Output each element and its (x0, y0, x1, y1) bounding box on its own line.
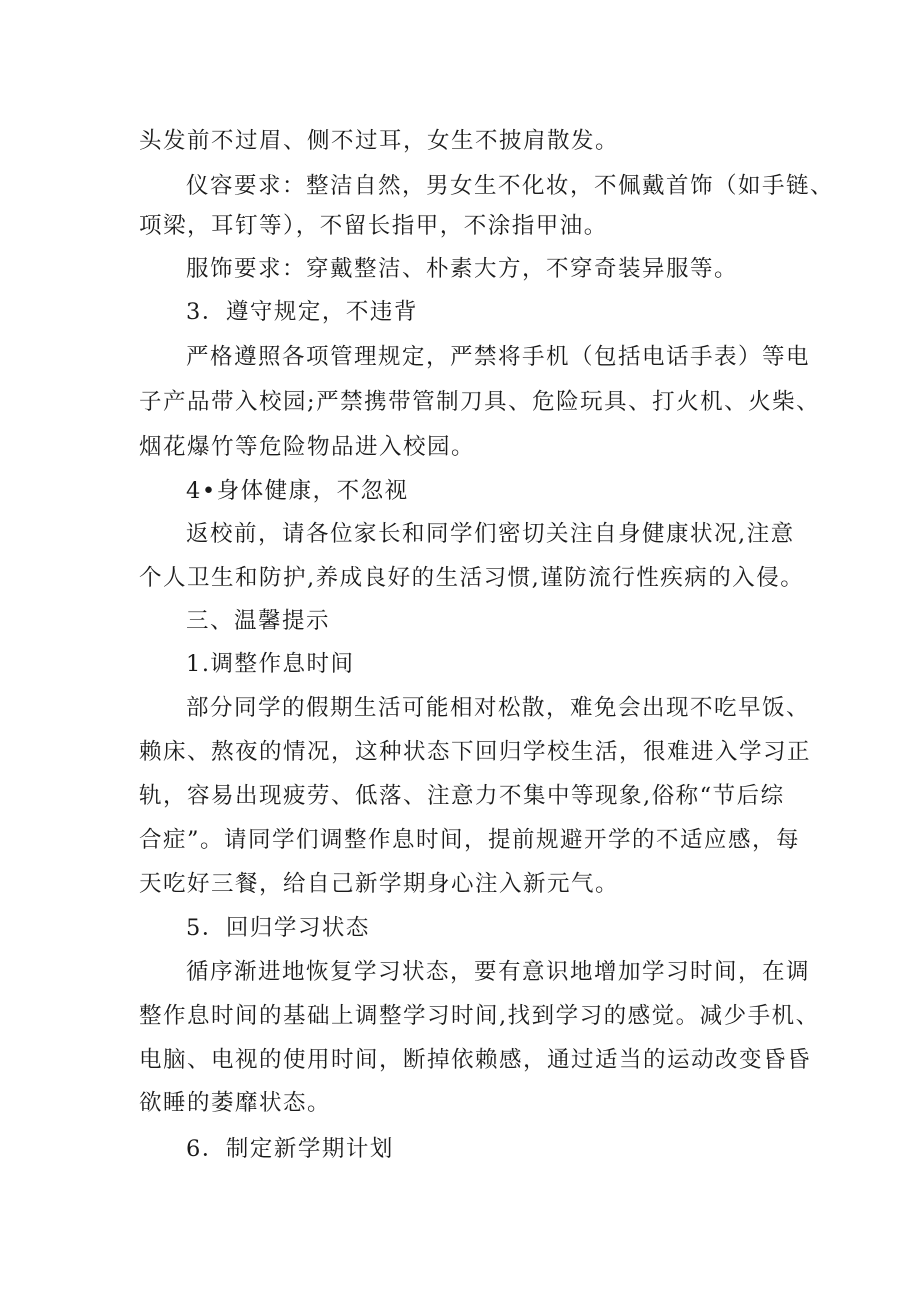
body-text-line: 轨，容易出现疲劳、低落、注意力不集中等现象,俗称“节后综 (139, 783, 785, 809)
body-text-line: 头发前不过眉、侧不过耳，女生不披肩散发。 (139, 128, 620, 154)
body-text-line: 严格遵照各项管理规定，严禁将手机（包括电话手表）等电 (186, 344, 811, 370)
body-text-line: 赖床、熬夜的情况，这种状态下回归学校生活，很难进入学习正 (139, 739, 812, 765)
body-text-line: 整作息时间的基础上调整学习时间,找到学习的感觉。减少手机、 (139, 1003, 820, 1029)
section-heading: 5．回归学习状态 (186, 915, 370, 941)
body-text-line: 子产品带入校园;严禁携带管制刀具、危险玩具、打火机、火柴、 (139, 389, 821, 415)
body-text-line: 个人卫生和防护,养成良好的生活习惯,谨防流行性疾病的入侵。 (139, 565, 805, 591)
body-text-line: 返校前，请各位家长和同学们密切关注自身健康状况,注意 (186, 521, 795, 547)
body-text-line: 欲睡的萎靡状态。 (139, 1090, 332, 1116)
body-text-line: 项梁，耳钉等），不留长指甲，不涂指甲油。 (139, 213, 608, 239)
section-heading: 3．遵守规定，不违背 (186, 299, 418, 325)
section-heading: 6．制定新学期计划 (186, 1136, 394, 1162)
section-heading: 三、温馨提示 (186, 608, 331, 634)
body-text-line: 合症”。请同学们调整作息时间，提前规避开学的不适应感，每 (139, 827, 801, 853)
body-text-line: 烟花爆竹等危险物品进入校园。 (139, 434, 476, 460)
section-heading: 4•身体健康，不忽视 (186, 478, 409, 504)
body-text-line: 部分同学的假期生活可能相对松散，难免会出现不吃早饭、 (186, 695, 811, 721)
body-text-line: 循序渐进地恢复学习状态，要有意识地增加学习时间，在调 (186, 959, 811, 985)
body-text-line: 仪容要求：整洁自然，男女生不化妆，不佩戴首饰（如手链、 (186, 173, 835, 199)
body-text-line: 天吃好三餐，给自己新学期身心注入新元气。 (139, 871, 620, 897)
section-heading: 1.调整作息时间 (186, 651, 355, 677)
body-text-line: 服饰要求：穿戴整洁、朴素大方，不穿奇装异服等。 (186, 256, 739, 282)
body-text-line: 电脑、电视的使用时间，断掉依赖感，通过适当的运动改变昏昏 (139, 1047, 812, 1073)
